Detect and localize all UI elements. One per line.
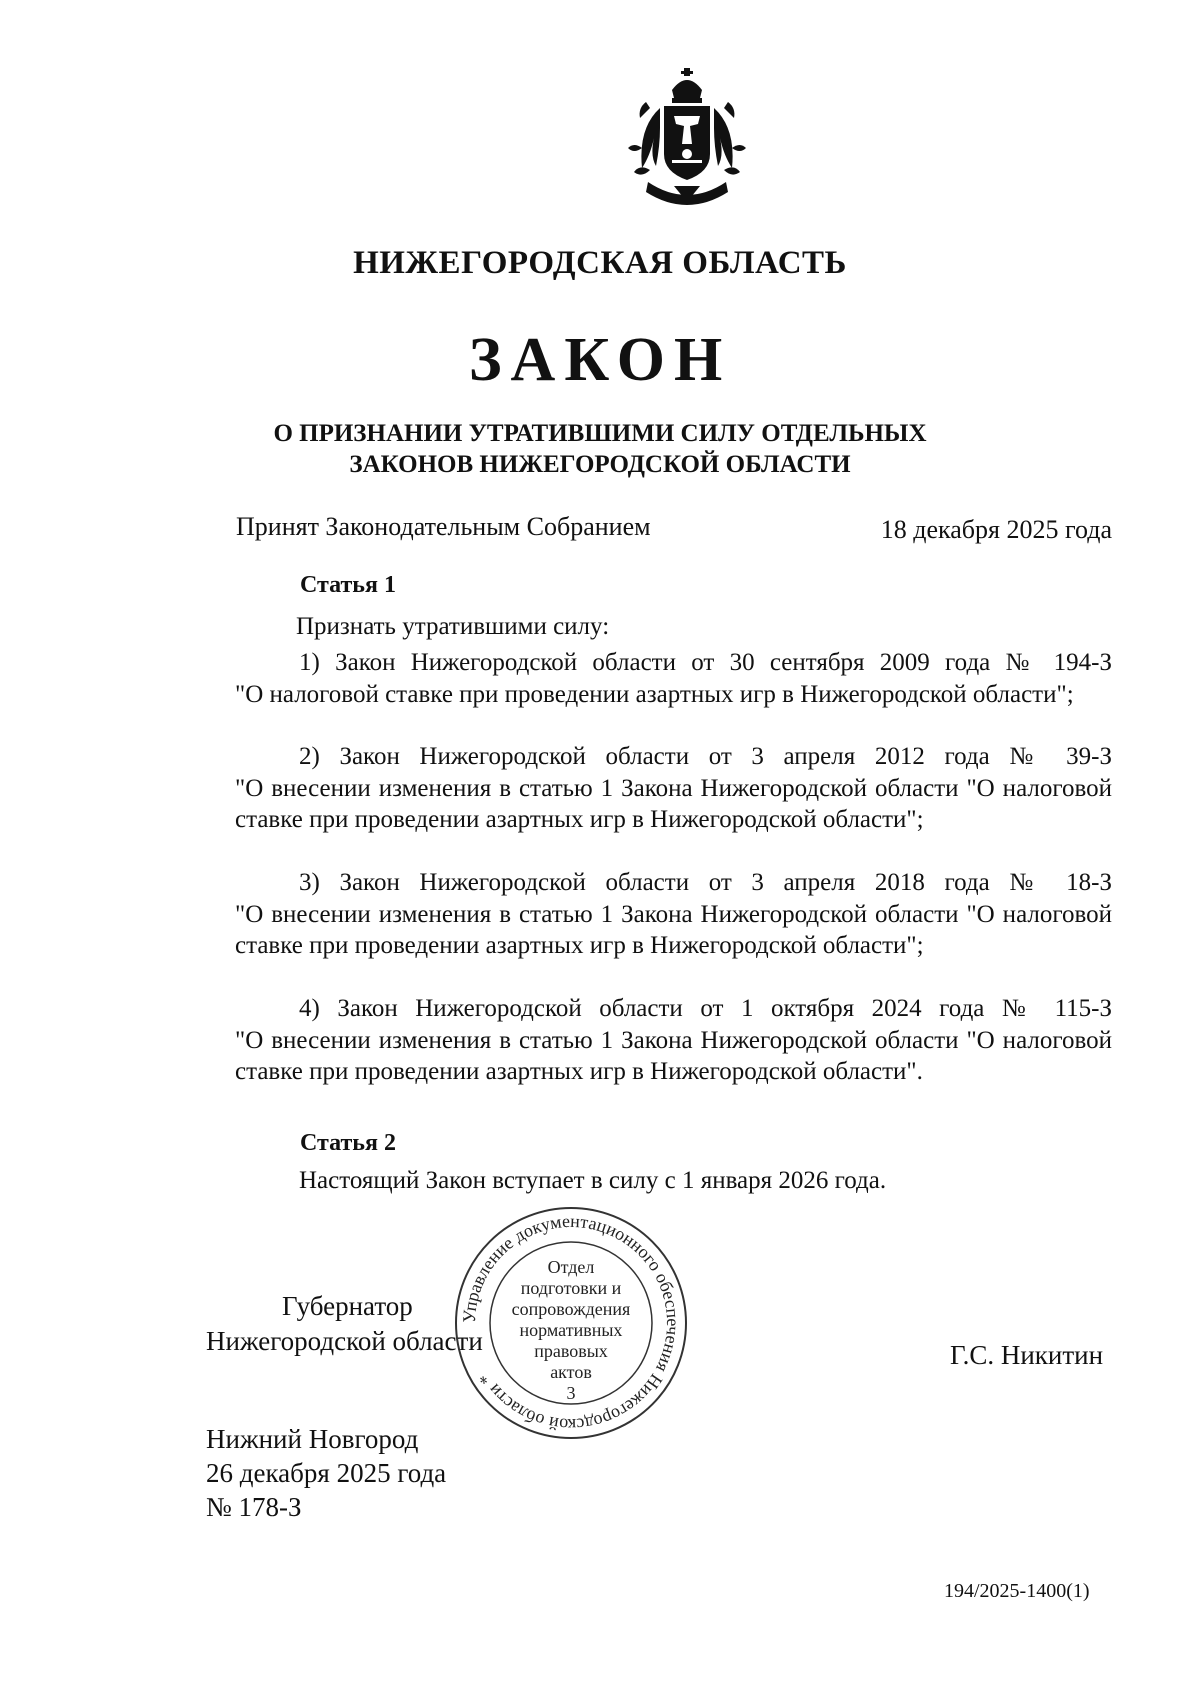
adopted-by: Принят Законодательным Собранием (236, 512, 651, 541)
coat-of-arms-icon (620, 68, 754, 218)
list-item-rest: "О внесении изменения в статью 1 Закона Нижегородской области "О налоговой ставке при проведении азартных игр в Нижегородской области". (235, 1026, 1112, 1085)
stamp-line: сопровождения (511, 1299, 631, 1319)
stamp-ring-text: Управление документационного обеспечения Нижегородской области * (458, 1210, 684, 1436)
signatory-title-line-1: Губернатор (282, 1291, 413, 1321)
stamp-line: 3 (566, 1383, 576, 1403)
law-title-line-2: ЗАКОНОВ НИЖЕГОРОДСКОЙ ОБЛАСТИ (349, 451, 851, 478)
signing-date: 26 декабря 2025 года (206, 1458, 447, 1488)
list-item (235, 741, 1112, 836)
place-date-number (206, 1422, 446, 1524)
law-title-line-1: О ПРИЗНАНИИ УТРАТИВШИМИ СИЛУ ОТДЕЛЬНЫХ (273, 420, 927, 447)
list-item-first-line: 3) Закон Нижегородской области от 3 апреля 2018 года № 18-З (299, 869, 1112, 896)
list-item (235, 867, 1112, 962)
document-code: 194/2025-1400(1) (944, 1580, 1090, 1602)
law-title (0, 418, 1200, 480)
list-item-first-line: 4) Закон Нижегородской области от 1 октября 2024 года № 115-З (299, 995, 1112, 1022)
adopted-date: 18 декабря 2025 года (880, 515, 1112, 544)
article-2-heading: Статья 2 (300, 1130, 396, 1156)
article-1-heading: Статья 1 (300, 572, 396, 598)
list-item-first-line: 2) Закон Нижегородской области от 3 апреля 2012 года № 39-З (299, 743, 1112, 770)
stamp-line: актов (550, 1362, 592, 1382)
signatory-title-line-2: Нижегородской области (206, 1326, 483, 1356)
list-item-rest: "О внесении изменения в статью 1 Закона Нижегородской области "О налоговой ставке при проведении азартных игр в Нижегородской области"; (235, 900, 1112, 959)
stamp-line: Отдел (547, 1257, 595, 1277)
document-type-heading: ЗАКОН (468, 326, 732, 394)
list-item-rest: "О налоговой ставке при проведении азартных игр в Нижегородской области"; (235, 680, 1074, 708)
official-stamp (453, 1205, 689, 1441)
list-item (235, 647, 1112, 710)
city: Нижний Новгород (206, 1424, 419, 1454)
list-item (235, 993, 1112, 1088)
list-item-rest: "О внесении изменения в статью 1 Закона Нижегородской области "О налоговой ставке при проведении азартных игр в Нижегородской области"; (235, 774, 1112, 833)
signatory-name: Г.С. Никитин (950, 1340, 1104, 1370)
stamp-line: подготовки и (520, 1278, 622, 1298)
stamp-line: правовых (534, 1341, 608, 1361)
law-number: № 178-З (206, 1492, 302, 1522)
region-heading: НИЖЕГОРОДСКАЯ ОБЛАСТЬ (353, 245, 847, 281)
list-item-first-line: 1) Закон Нижегородской области от 30 сентября 2009 года № 194-З (299, 649, 1112, 676)
article-1-intro: Признать утратившими силу: (296, 613, 610, 640)
stamp-line: нормативных (519, 1320, 623, 1340)
article-2-body: Настоящий Закон вступает в силу с 1 января 2026 года. (299, 1167, 887, 1194)
